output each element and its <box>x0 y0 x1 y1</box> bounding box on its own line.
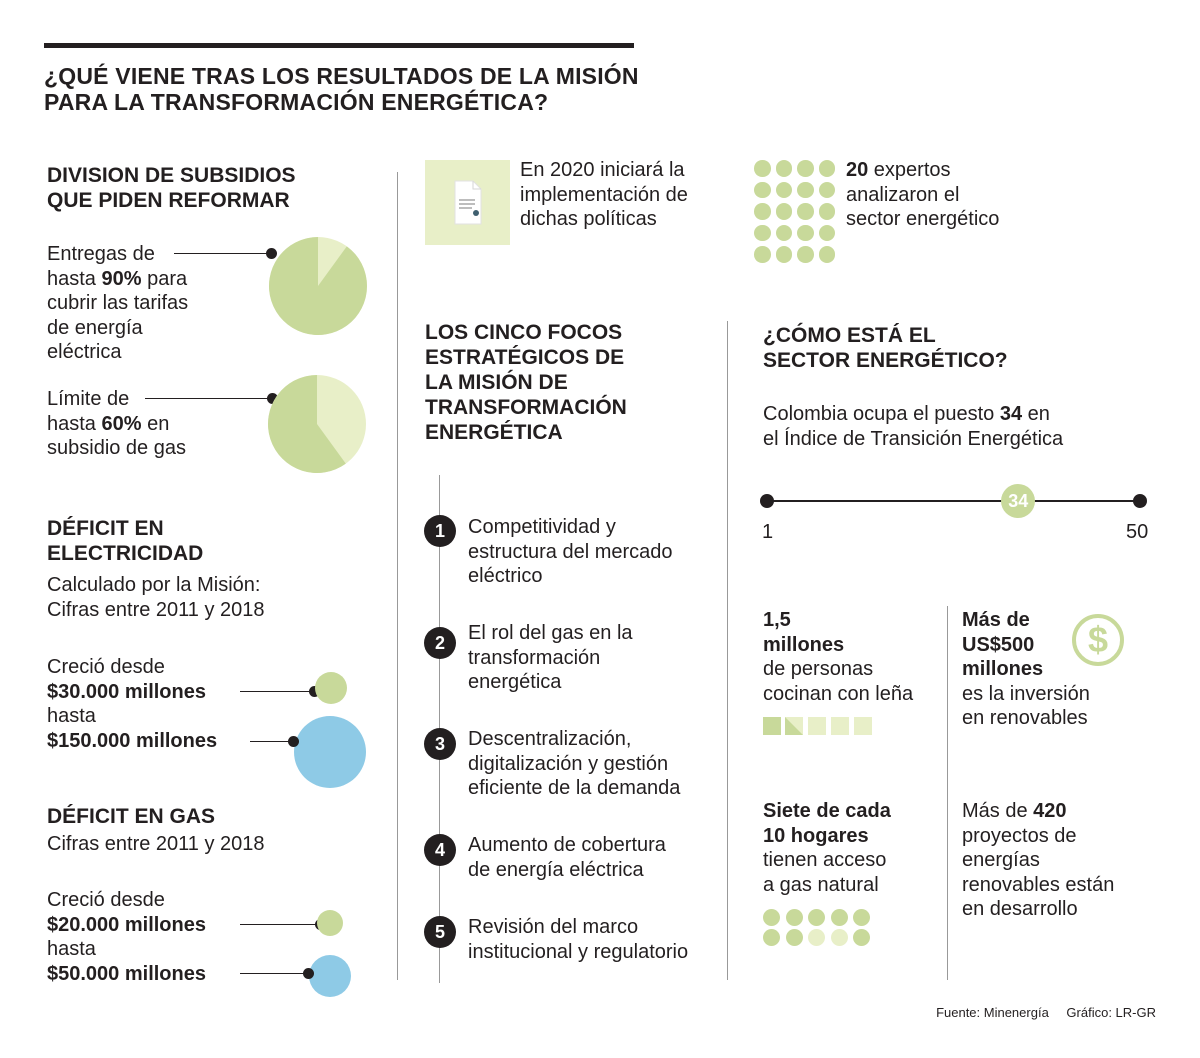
policy-text: En 2020 iniciará la implementación de dichas políticas <box>520 159 688 230</box>
expert-dot <box>754 182 771 199</box>
experts-dot-grid <box>754 160 835 263</box>
leader-line <box>240 691 314 692</box>
rank-scale-max: 50 <box>1126 521 1149 543</box>
sector-heading: ¿CÓMO ESTÁ EL SECTOR ENERGÉTICO? <box>763 324 1008 372</box>
square-empty <box>808 717 826 735</box>
top-rule <box>44 43 634 48</box>
rank-scale-min: 1 <box>762 521 774 543</box>
gas-deficit-subtitle: Cifras entre 2011 y 2018 <box>47 833 265 855</box>
home-dot-empty <box>808 929 825 946</box>
expert-dot <box>776 225 793 242</box>
home-dot-filled <box>808 909 825 926</box>
rank-scale-end-dot <box>1133 494 1147 508</box>
rank-marker: 34 <box>1001 484 1035 518</box>
source-credit: Fuente: Minenergía <box>936 1005 1049 1020</box>
leader-dot <box>288 736 299 747</box>
subsidy-gas-text: Límite de hasta 60% en subsidio de gas <box>47 388 186 459</box>
leader-line <box>174 253 270 254</box>
expert-dot <box>776 160 793 177</box>
gas-homes-dots <box>763 909 873 949</box>
expert-dot <box>797 160 814 177</box>
projects-text: Más de 420 proyectos de energías renovables están en desarrollo <box>962 800 1115 920</box>
electricity-deficit-values: Creció desde $30.000 millones hasta $150.000 millones <box>47 656 218 752</box>
rank-scale-start-dot <box>760 494 774 508</box>
document-icon <box>425 160 510 245</box>
leader-line <box>145 398 271 399</box>
focus-item-4: Aumento de cobertura de energía eléctrica <box>468 834 666 881</box>
gas-from-circle <box>317 910 344 937</box>
electricity-deficit-subtitle: Calculado por la Misión: Cifras entre 2011 y 2018 <box>47 574 265 621</box>
electricity-to-circle <box>294 716 366 788</box>
expert-dot <box>797 203 814 220</box>
pie-electric-subsidy <box>268 236 368 336</box>
home-dot-filled <box>853 929 870 946</box>
firewood-text: 1,5 millones de personas cocinan con leña <box>763 609 914 705</box>
pie-slice-electric <box>269 237 367 335</box>
focos-heading: LOS CINCO FOCOS ESTRATÉGICOS DE LA MISIÓN DE TRANSFORMACIÓN ENERGÉTICA <box>425 321 627 444</box>
footer-credits <box>936 1005 1156 1020</box>
gas-deficit-values: Creció desde $20.000 millones hasta $50.000 millones <box>47 889 206 985</box>
expert-dot <box>754 246 771 263</box>
graphic-credit: Gráfico: LR-GR <box>1066 1005 1156 1020</box>
expert-dot <box>776 203 793 220</box>
expert-dot <box>797 225 814 242</box>
sector-rank-text: Colombia ocupa el puesto 34 en el Índice de Transición Energética <box>763 403 1064 450</box>
expert-dot <box>819 203 836 220</box>
focus-number-5: 5 <box>424 916 456 948</box>
home-dot-filled <box>853 909 870 926</box>
home-dot-filled <box>763 909 780 926</box>
expert-dot <box>776 246 793 263</box>
subsidies-heading: DIVISION DE SUBSIDIOS QUE PIDEN REFORMAR <box>47 164 296 212</box>
expert-dot <box>819 246 836 263</box>
square-partial <box>785 717 803 735</box>
square-filled <box>763 717 781 735</box>
focus-number-3: 3 <box>424 728 456 760</box>
subsidy-electric-text: Entregas de hasta 90% para cubrir las tarifas de energía eléctrica <box>47 243 189 363</box>
focus-item-1: Competitividad y estructura del mercado eléctrico <box>468 516 673 587</box>
leader-line <box>240 973 310 974</box>
gas-deficit-heading: DÉFICIT EN GAS <box>47 805 216 828</box>
focus-item-2: El rol del gas en la transformación energética <box>468 622 633 693</box>
expert-dot <box>797 246 814 263</box>
gas-to-circle <box>309 955 351 997</box>
leader-dot <box>303 968 314 979</box>
column-divider <box>397 172 398 980</box>
expert-dot <box>819 225 836 242</box>
expert-dot <box>797 182 814 199</box>
expert-dot <box>754 203 771 220</box>
expert-dot <box>754 160 771 177</box>
leader-line <box>240 924 320 925</box>
expert-dot <box>776 182 793 199</box>
expert-dot <box>819 182 836 199</box>
pie-gas-subsidy <box>267 374 367 474</box>
expert-dot <box>754 225 771 242</box>
home-dot-empty <box>831 929 848 946</box>
page-title: ¿QUÉ VIENE TRAS LOS RESULTADOS DE LA MISIÓN PARA LA TRANSFORMACIÓN ENERGÉTICA? <box>44 63 639 115</box>
home-dot-filled <box>763 929 780 946</box>
focus-number-1: 1 <box>424 515 456 547</box>
experts-text: 20 expertos analizaron el sector energético <box>846 159 1000 230</box>
column-divider <box>727 321 728 980</box>
dollar-icon: $ <box>1072 614 1124 666</box>
expert-dot <box>819 160 836 177</box>
home-dot-filled <box>786 929 803 946</box>
focus-item-5: Revisión del marco institucional y regulatorio <box>468 916 689 963</box>
home-dot-filled <box>786 909 803 926</box>
focus-number-2: 2 <box>424 627 456 659</box>
square-empty <box>854 717 872 735</box>
home-dot-filled <box>831 909 848 926</box>
column-divider <box>947 606 948 980</box>
focus-number-4: 4 <box>424 834 456 866</box>
focus-item-3: Descentralización, digitalización y gestión eficiente de la demanda <box>468 728 681 799</box>
electricity-deficit-heading: DÉFICIT EN ELECTRICIDAD <box>47 517 204 565</box>
square-empty <box>831 717 849 735</box>
gas-homes-text: Siete de cada 10 hogares tienen acceso a gas natural <box>763 800 891 896</box>
investment-text: Más de US$500 millones es la inversión en renovables <box>962 609 1090 729</box>
electricity-from-circle <box>315 672 347 704</box>
rank-scale-line <box>767 500 1140 502</box>
